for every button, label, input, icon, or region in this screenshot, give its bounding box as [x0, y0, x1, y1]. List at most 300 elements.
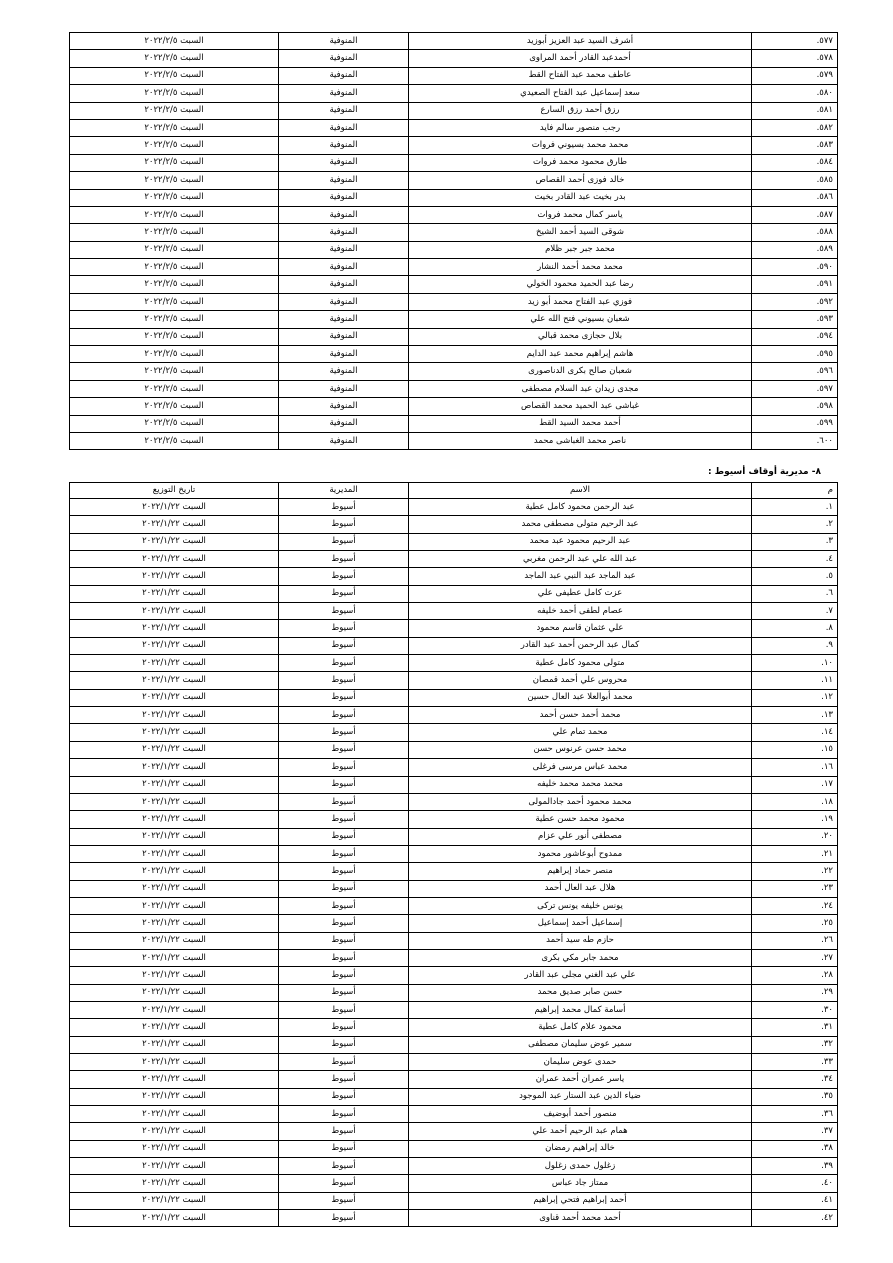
row-name: محمد جابر مكي بكرى: [409, 949, 752, 966]
row-directorate: المنوفية: [279, 346, 409, 363]
row-directorate: أسيوط: [279, 863, 409, 880]
row-number: ٢٩.: [752, 984, 838, 1001]
table-row: [70, 102, 838, 119]
row-number: ٥.: [752, 568, 838, 585]
row-name: عزت كامل عطيفى علي: [409, 585, 752, 602]
row-directorate: أسيوط: [279, 845, 409, 862]
table-row: [70, 1140, 838, 1157]
row-number: ٥٩٦.: [752, 363, 838, 380]
row-name: محمد محمد محمد خليفه: [409, 776, 752, 793]
row-directorate: المنوفية: [279, 241, 409, 258]
table-row: [70, 137, 838, 154]
table-row: [70, 311, 838, 328]
row-name: مصطفى أنور علي عزام: [409, 828, 752, 845]
row-name: رزق أحمد رزق السارع: [409, 102, 752, 119]
row-directorate: المنوفية: [279, 432, 409, 449]
row-date: السبت ٢٠٢٢/١/٢٢: [70, 776, 279, 793]
row-directorate: أسيوط: [279, 932, 409, 949]
row-name: همام عبد الرحيم أحمد علي: [409, 1123, 752, 1140]
row-name: محمد محمد أحمد النشار: [409, 259, 752, 276]
row-directorate: أسيوط: [279, 499, 409, 516]
header-row: [70, 483, 838, 499]
row-date: السبت ٢٠٢٢/١/٢٢: [70, 1019, 279, 1036]
row-name: ضياء الدين عبد الستار عبد الموجود: [409, 1088, 752, 1105]
row-number: ٥٩٥.: [752, 346, 838, 363]
row-directorate: أسيوط: [279, 620, 409, 637]
table-row: [70, 206, 838, 223]
row-directorate: أسيوط: [279, 811, 409, 828]
row-directorate: المنوفية: [279, 85, 409, 102]
row-directorate: أسيوط: [279, 1088, 409, 1105]
table-row: [70, 828, 838, 845]
row-date: السبت ٢٠٢٢/٢/٥: [70, 432, 279, 449]
row-date: السبت ٢٠٢٢/١/٢٢: [70, 741, 279, 758]
row-date: السبت ٢٠٢٢/٢/٥: [70, 224, 279, 241]
row-number: ٥٩٠.: [752, 259, 838, 276]
row-directorate: أسيوط: [279, 1175, 409, 1192]
row-name: طارق محمود محمد فروات: [409, 154, 752, 171]
row-name: رضا عبد الحميد محمود الخولي: [409, 276, 752, 293]
row-number: ٥٩٧.: [752, 380, 838, 397]
row-number: ٣٩.: [752, 1158, 838, 1175]
row-directorate: أسيوط: [279, 828, 409, 845]
row-number: ٣١.: [752, 1019, 838, 1036]
row-date: السبت ٢٠٢٢/١/٢٢: [70, 880, 279, 897]
row-directorate: أسيوط: [279, 1123, 409, 1140]
table-row: [70, 499, 838, 516]
header-name: الاسم: [409, 483, 752, 499]
row-name: محمد عباس مرسى فرغلى: [409, 759, 752, 776]
row-number: ٥٩٨.: [752, 398, 838, 415]
row-name: محمد تمام علي: [409, 724, 752, 741]
table-row: [70, 346, 838, 363]
row-directorate: أسيوط: [279, 1036, 409, 1053]
table-row: [70, 620, 838, 637]
row-directorate: أسيوط: [279, 1071, 409, 1088]
row-number: ٥٩٢.: [752, 293, 838, 310]
row-name: محمد حسن عرنوس حسن: [409, 741, 752, 758]
row-date: السبت ٢٠٢٢/١/٢٢: [70, 516, 279, 533]
table-row: [70, 1019, 838, 1036]
row-name: هلال عبد العال أحمد: [409, 880, 752, 897]
row-number: ٢٨.: [752, 967, 838, 984]
table-row: [70, 1192, 838, 1209]
row-number: ٩.: [752, 637, 838, 654]
row-name: عبد الرحيم محمود عبد محمد: [409, 533, 752, 550]
row-date: السبت ٢٠٢٢/١/٢٢: [70, 1140, 279, 1157]
row-directorate: المنوفية: [279, 311, 409, 328]
table-row: [70, 689, 838, 706]
row-name: عبد الماجد عبد النبي عبد الماجد: [409, 568, 752, 585]
row-number: ٥٨٩.: [752, 241, 838, 258]
table-row: [70, 603, 838, 620]
row-date: السبت ٢٠٢٢/٢/٥: [70, 241, 279, 258]
row-name: كمال عبد الرحمن أحمد عبد القادر: [409, 637, 752, 654]
row-date: السبت ٢٠٢٢/١/٢٢: [70, 533, 279, 550]
row-number: ٥٨٨.: [752, 224, 838, 241]
row-name: عاطف محمد عبد الفتاح القط: [409, 67, 752, 84]
row-name: ياسر عمران أحمد عمران: [409, 1071, 752, 1088]
row-date: السبت ٢٠٢٢/١/٢٢: [70, 1106, 279, 1123]
row-name: علي عبد الغني مجلى عبد القادر: [409, 967, 752, 984]
row-directorate: أسيوط: [279, 1158, 409, 1175]
row-date: السبت ٢٠٢٢/١/٢٢: [70, 1210, 279, 1227]
header-number: م: [752, 483, 838, 499]
row-directorate: أسيوط: [279, 1054, 409, 1071]
header-date: تاريخ التوزيع: [70, 483, 279, 499]
row-directorate: أسيوط: [279, 880, 409, 897]
row-directorate: أسيوط: [279, 759, 409, 776]
row-name: محمود محمد حسن عطية: [409, 811, 752, 828]
row-date: السبت ٢٠٢٢/٢/٥: [70, 276, 279, 293]
row-date: السبت ٢٠٢٢/٢/٥: [70, 67, 279, 84]
row-name: ممتاز جاد عباس: [409, 1175, 752, 1192]
table-row: [70, 432, 838, 449]
row-number: ٧.: [752, 603, 838, 620]
row-number: ٥٧٩.: [752, 67, 838, 84]
row-number: ٥٨٥.: [752, 172, 838, 189]
row-number: ٤٢.: [752, 1210, 838, 1227]
row-directorate: المنوفية: [279, 189, 409, 206]
row-name: متولى محمود كامل عطية: [409, 655, 752, 672]
row-name: حمدى عوض سليمان: [409, 1054, 752, 1071]
table-row: [70, 967, 838, 984]
row-name: عبد الرحمن محمود كامل عطية: [409, 499, 752, 516]
row-name: عبد الرحيم متولى مصطفى محمد: [409, 516, 752, 533]
row-date: السبت ٢٠٢٢/١/٢٢: [70, 1175, 279, 1192]
table-row: [70, 189, 838, 206]
row-number: ٣٠.: [752, 1001, 838, 1018]
row-number: ٥٨١.: [752, 102, 838, 119]
row-directorate: أسيوط: [279, 1001, 409, 1018]
row-date: السبت ٢٠٢٢/١/٢٢: [70, 984, 279, 1001]
row-directorate: أسيوط: [279, 672, 409, 689]
row-date: السبت ٢٠٢٢/١/٢٢: [70, 1088, 279, 1105]
table-header: [70, 483, 838, 499]
row-number: ١١.: [752, 672, 838, 689]
row-name: أحمد محمد السيد القط: [409, 415, 752, 432]
row-number: ٥٩٣.: [752, 311, 838, 328]
row-number: ٣٣.: [752, 1054, 838, 1071]
row-date: السبت ٢٠٢٢/٢/٥: [70, 172, 279, 189]
table-row: [70, 1036, 838, 1053]
row-name: مجدى زيدان عبد السلام مصطفى: [409, 380, 752, 397]
row-directorate: المنوفية: [279, 206, 409, 223]
row-number: ٥٨٧.: [752, 206, 838, 223]
row-name: هاشم إبراهيم محمد عبد الدايم: [409, 346, 752, 363]
row-name: بلال حجازى محمد قبالي: [409, 328, 752, 345]
table-row: [70, 672, 838, 689]
row-number: ٢٦.: [752, 932, 838, 949]
row-name: أحمد محمد أحمد قناوى: [409, 1210, 752, 1227]
row-date: السبت ٢٠٢٢/١/٢٢: [70, 655, 279, 672]
distribution-table-assiut: [69, 482, 838, 1227]
table-row: [70, 897, 838, 914]
table-row: [70, 880, 838, 897]
row-name: خالد فوزى أحمد القصاص: [409, 172, 752, 189]
row-date: السبت ٢٠٢٢/٢/٥: [70, 380, 279, 397]
row-date: السبت ٢٠٢٢/٢/٥: [70, 154, 279, 171]
row-number: ٢٣.: [752, 880, 838, 897]
row-number: ٣٦.: [752, 1106, 838, 1123]
row-date: السبت ٢٠٢٢/٢/٥: [70, 311, 279, 328]
row-number: ٥٩٩.: [752, 415, 838, 432]
table-row: [70, 811, 838, 828]
row-date: السبت ٢٠٢٢/١/٢٢: [70, 863, 279, 880]
row-date: السبت ٢٠٢٢/١/٢٢: [70, 637, 279, 654]
row-directorate: أسيوط: [279, 1192, 409, 1209]
row-number: ٤٠.: [752, 1175, 838, 1192]
row-date: السبت ٢٠٢٢/١/٢٢: [70, 949, 279, 966]
row-name: خالد إبراهيم رمضان: [409, 1140, 752, 1157]
row-name: سمير عوض سليمان مصطفى: [409, 1036, 752, 1053]
table-row: [70, 154, 838, 171]
row-directorate: المنوفية: [279, 398, 409, 415]
row-date: السبت ٢٠٢٢/١/٢٢: [70, 793, 279, 810]
row-number: ٦٠٠.: [752, 432, 838, 449]
row-name: رجب منصور سالم فايد: [409, 119, 752, 136]
row-date: السبت ٢٠٢٢/١/٢٢: [70, 568, 279, 585]
row-number: ١٩.: [752, 811, 838, 828]
row-name: أسامة كمال محمد إبراهيم: [409, 1001, 752, 1018]
table-row: [70, 551, 838, 568]
row-directorate: أسيوط: [279, 776, 409, 793]
row-directorate: أسيوط: [279, 568, 409, 585]
row-name: أشرف السيد عبد العزيز أبوزيد: [409, 33, 752, 50]
row-directorate: أسيوط: [279, 741, 409, 758]
table-row: [70, 85, 838, 102]
row-directorate: أسيوط: [279, 603, 409, 620]
row-name: محمد جبر جبر ظلام: [409, 241, 752, 258]
row-directorate: المنوفية: [279, 415, 409, 432]
row-number: ٣٨.: [752, 1140, 838, 1157]
row-name: ممدوح أبوعاشور محمود: [409, 845, 752, 862]
row-date: السبت ٢٠٢٢/٢/٥: [70, 415, 279, 432]
table-row: [70, 1071, 838, 1088]
row-directorate: أسيوط: [279, 1106, 409, 1123]
table-body: [70, 33, 838, 450]
table-row: [70, 845, 838, 862]
table-row: [70, 1054, 838, 1071]
table-row: [70, 398, 838, 415]
row-date: السبت ٢٠٢٢/٢/٥: [70, 85, 279, 102]
row-number: ٣٤.: [752, 1071, 838, 1088]
row-number: ١٥.: [752, 741, 838, 758]
row-date: السبت ٢٠٢٢/١/٢٢: [70, 603, 279, 620]
row-name: يونس خليفه يونس تركى: [409, 897, 752, 914]
row-date: السبت ٢٠٢٢/١/٢٢: [70, 1123, 279, 1140]
row-name: منصور أحمد أبوضيف: [409, 1106, 752, 1123]
row-name: علي عثمان قاسم محمود: [409, 620, 752, 637]
row-date: السبت ٢٠٢٢/١/٢٢: [70, 707, 279, 724]
row-name: محمود علام كامل عطية: [409, 1019, 752, 1036]
row-date: السبت ٢٠٢٢/٢/٥: [70, 50, 279, 67]
row-date: السبت ٢٠٢٢/١/٢٢: [70, 845, 279, 862]
row-name: ناصر محمد الغباشى محمد: [409, 432, 752, 449]
table-row: [70, 328, 838, 345]
row-date: السبت ٢٠٢٢/١/٢٢: [70, 585, 279, 602]
table-body: [70, 499, 838, 1227]
row-directorate: المنوفية: [279, 102, 409, 119]
row-name: أحمدعبد القادر أحمد المراوى: [409, 50, 752, 67]
table-row: [70, 259, 838, 276]
table-row: [70, 915, 838, 932]
row-name: محمد محمد بسيوني فروات: [409, 137, 752, 154]
row-directorate: المنوفية: [279, 276, 409, 293]
row-date: السبت ٢٠٢٢/٢/٥: [70, 293, 279, 310]
row-date: السبت ٢٠٢٢/١/٢٢: [70, 1192, 279, 1209]
row-number: ٥٧٨.: [752, 50, 838, 67]
table-row: [70, 50, 838, 67]
row-name: ياسر كمال محمد فروات: [409, 206, 752, 223]
table-row: [70, 1106, 838, 1123]
row-directorate: أسيوط: [279, 533, 409, 550]
row-date: السبت ٢٠٢٢/٢/٥: [70, 363, 279, 380]
row-number: ١٢.: [752, 689, 838, 706]
row-name: عصام لطفى أحمد خليفه: [409, 603, 752, 620]
row-name: إسماعيل أحمد إسماعيل: [409, 915, 752, 932]
row-directorate: أسيوط: [279, 1140, 409, 1157]
table-row: [70, 67, 838, 84]
row-number: ١٠.: [752, 655, 838, 672]
row-directorate: أسيوط: [279, 967, 409, 984]
distribution-table-menoufia: [69, 32, 838, 450]
row-directorate: أسيوط: [279, 516, 409, 533]
row-number: ٢٠.: [752, 828, 838, 845]
table-row: [70, 863, 838, 880]
row-number: ٢٤.: [752, 897, 838, 914]
row-date: السبت ٢٠٢٢/١/٢٢: [70, 897, 279, 914]
row-number: ١.: [752, 499, 838, 516]
row-number: ٥٨٣.: [752, 137, 838, 154]
table-row: [70, 363, 838, 380]
row-name: محمد محمود أحمد جادالمولى: [409, 793, 752, 810]
row-date: السبت ٢٠٢٢/١/٢٢: [70, 724, 279, 741]
row-date: السبت ٢٠٢٢/١/٢٢: [70, 620, 279, 637]
table-row: [70, 1210, 838, 1227]
row-number: ٥٨٠.: [752, 85, 838, 102]
row-number: ٥٩١.: [752, 276, 838, 293]
row-name: غباشى عبد الحميد محمد القصاص: [409, 398, 752, 415]
table-row: [70, 949, 838, 966]
row-directorate: المنوفية: [279, 259, 409, 276]
row-number: ٢٥.: [752, 915, 838, 932]
row-date: السبت ٢٠٢٢/١/٢٢: [70, 1001, 279, 1018]
row-directorate: أسيوط: [279, 915, 409, 932]
table-row: [70, 172, 838, 189]
row-date: السبت ٢٠٢٢/٢/٥: [70, 328, 279, 345]
table-row: [70, 724, 838, 741]
row-number: ٣.: [752, 533, 838, 550]
row-number: ٥٨٤.: [752, 154, 838, 171]
row-directorate: أسيوط: [279, 1210, 409, 1227]
table-row: [70, 1123, 838, 1140]
row-date: السبت ٢٠٢٢/١/٢٢: [70, 1158, 279, 1175]
row-directorate: أسيوط: [279, 655, 409, 672]
row-number: ٥٧٧.: [752, 33, 838, 50]
table-row: [70, 33, 838, 50]
table-row: [70, 293, 838, 310]
row-date: السبت ٢٠٢٢/٢/٥: [70, 33, 279, 50]
table-row: [70, 415, 838, 432]
row-name: محمد أبوالعلا عبد العال حسين: [409, 689, 752, 706]
row-date: السبت ٢٠٢٢/١/٢٢: [70, 759, 279, 776]
row-directorate: أسيوط: [279, 585, 409, 602]
row-directorate: أسيوط: [279, 707, 409, 724]
header-directorate: المديرية: [279, 483, 409, 499]
row-number: ٤١.: [752, 1192, 838, 1209]
row-number: ٥٩٤.: [752, 328, 838, 345]
row-directorate: أسيوط: [279, 551, 409, 568]
row-name: محمد أحمد حسن أحمد: [409, 707, 752, 724]
row-directorate: المنوفية: [279, 380, 409, 397]
row-name: محروس علي أحمد قمصان: [409, 672, 752, 689]
row-date: السبت ٢٠٢٢/١/٢٢: [70, 932, 279, 949]
row-date: السبت ٢٠٢٢/١/٢٢: [70, 915, 279, 932]
row-number: ٣٧.: [752, 1123, 838, 1140]
row-directorate: المنوفية: [279, 224, 409, 241]
row-date: السبت ٢٠٢٢/١/٢٢: [70, 551, 279, 568]
row-directorate: المنوفية: [279, 154, 409, 171]
row-number: ٢٢.: [752, 863, 838, 880]
row-date: السبت ٢٠٢٢/١/٢٢: [70, 672, 279, 689]
table-row: [70, 932, 838, 949]
row-directorate: المنوفية: [279, 50, 409, 67]
table-row: [70, 533, 838, 550]
row-date: السبت ٢٠٢٢/١/٢٢: [70, 828, 279, 845]
table-row: [70, 241, 838, 258]
row-date: السبت ٢٠٢٢/١/٢٢: [70, 1054, 279, 1071]
row-number: ٥٨٢.: [752, 119, 838, 136]
row-directorate: أسيوط: [279, 897, 409, 914]
row-directorate: المنوفية: [279, 293, 409, 310]
row-number: ١٤.: [752, 724, 838, 741]
row-directorate: المنوفية: [279, 33, 409, 50]
row-date: السبت ٢٠٢٢/٢/٥: [70, 259, 279, 276]
row-date: السبت ٢٠٢٢/١/٢٢: [70, 689, 279, 706]
row-number: ٤.: [752, 551, 838, 568]
table-row: [70, 1001, 838, 1018]
table-row: [70, 637, 838, 654]
table-row: [70, 1158, 838, 1175]
row-date: السبت ٢٠٢٢/٢/٥: [70, 137, 279, 154]
table-row: [70, 655, 838, 672]
row-name: فوزي عبد الفتاح محمد أبو زيد: [409, 293, 752, 310]
row-date: السبت ٢٠٢٢/٢/٥: [70, 189, 279, 206]
row-directorate: أسيوط: [279, 984, 409, 1001]
row-directorate: أسيوط: [279, 1019, 409, 1036]
row-name: زغلول حمدى زغلول: [409, 1158, 752, 1175]
row-directorate: أسيوط: [279, 949, 409, 966]
row-number: ١٧.: [752, 776, 838, 793]
row-number: ١٨.: [752, 793, 838, 810]
row-name: منصر حماد إبراهيم: [409, 863, 752, 880]
row-date: السبت ٢٠٢٢/١/٢٢: [70, 1071, 279, 1088]
row-name: حازم طه سيد أحمد: [409, 932, 752, 949]
table-row: [70, 741, 838, 758]
row-name: حسن صابر صديق محمد: [409, 984, 752, 1001]
row-directorate: أسيوط: [279, 724, 409, 741]
row-name: أحمد إبراهيم فتحي إبراهيم: [409, 1192, 752, 1209]
row-directorate: أسيوط: [279, 637, 409, 654]
row-name: عبد الله علي عبد الرحمن مغربي: [409, 551, 752, 568]
row-number: ١٦.: [752, 759, 838, 776]
row-number: ١٣.: [752, 707, 838, 724]
row-directorate: أسيوط: [279, 793, 409, 810]
row-date: السبت ٢٠٢٢/٢/٥: [70, 398, 279, 415]
row-directorate: المنوفية: [279, 137, 409, 154]
row-directorate: المنوفية: [279, 67, 409, 84]
